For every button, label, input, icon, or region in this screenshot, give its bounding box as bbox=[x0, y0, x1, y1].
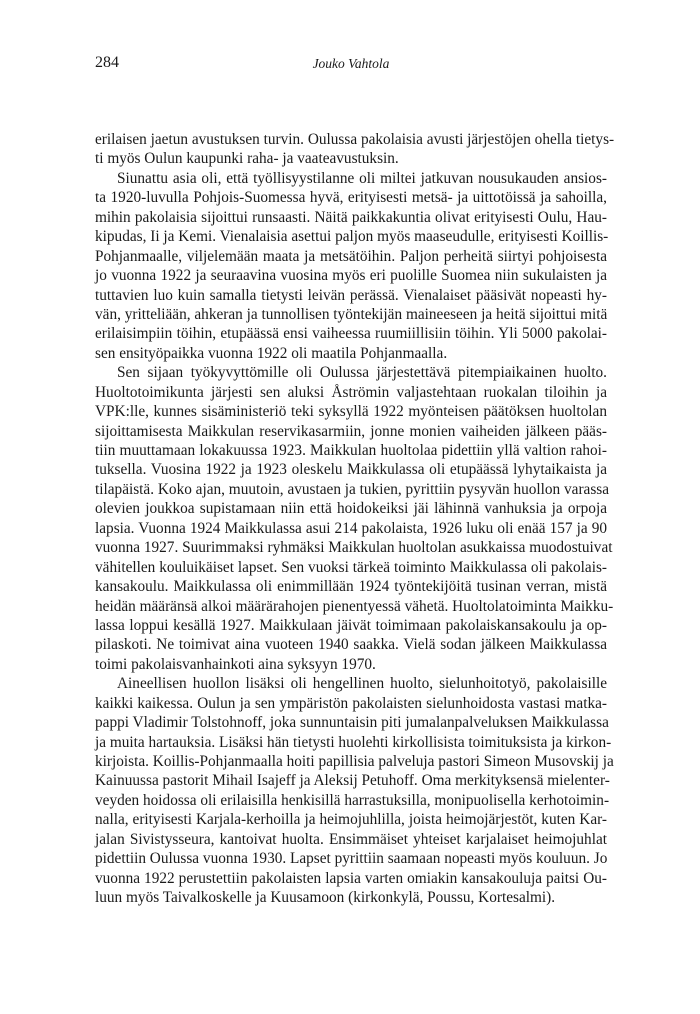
text-line: vähitellen kouluikäiset lapset. Sen vuoksi tärkeä toiminto Maikkulassa oli pakolais- bbox=[95, 558, 607, 576]
text-line: kipudas, Ii ja Kemi. Vienalaisia asettui paljon myös maaseudulle, erityisesti Koillis- bbox=[95, 228, 609, 246]
text-line: vuonna 1927. Suurimmaksi ryhmäksi Maikkulan huoltolan asukkaissa muodostuivat bbox=[95, 539, 613, 557]
page-number: 284 bbox=[95, 54, 119, 71]
text-line: jo vuonna 1922 ja seuraavina vuosina myös eri puolille Suomea niin sukulaisten ja bbox=[95, 267, 607, 285]
paragraph bbox=[95, 169, 607, 363]
paragraph bbox=[95, 130, 615, 169]
text-line: Aineellisen huollon lisäksi oli hengellinen huolto, sielunhoitotyö, pakolaisille bbox=[117, 675, 607, 693]
text-line: luun myös Taivalkoskelle ja Kuusamoon (kirkonkylä, Poussu, Kortesalmi). bbox=[95, 889, 556, 907]
text-line: lassa loppui kesällä 1927. Maikkulaan jäivät toimimaan pakolaiskansakoulu ja op- bbox=[95, 616, 607, 634]
text-line: sen ensityöpaikka vuonna 1922 oli maatila Pohjanmaalla. bbox=[95, 344, 448, 362]
text-line: Siunattu asia oli, että työllisyystilanne oli miltei jatkuvan nousukauden ansios- bbox=[117, 169, 607, 187]
text-line: kansakoulu. Maikkulassa oli enimmillään 1924 työntekijöitä tusinan verran, mistä bbox=[95, 578, 607, 596]
text-line: ja muita hartauksia. Lisäksi hän tietysti huolehti kirkollisista toimituksista ja kirkon- bbox=[95, 733, 612, 751]
text-line: tilapäistä. Koko ajan, muutoin, avustaen ja tukien, pyrittiin pysyvän huollon varassa bbox=[95, 480, 610, 498]
text-line: kaikki kaikessa. Oulun ja sen ympäristön pakolaisten sielunhoidosta vastasi matka- bbox=[95, 694, 607, 712]
text-line: tuttavien luo kuin samalla tietysti leivän perässä. Vienalaiset pääsivät nopeasti hy- bbox=[95, 286, 607, 304]
text-line: pidettiin Oulussa vuonna 1930. Lapset pyrittiin saamaan nopeasti myös kouluun. Jo bbox=[95, 850, 608, 868]
text-line: jalan Sivistysseura, kantoivat huolta. Ensimmäiset yhteiset karjalaiset heimojuhlat bbox=[95, 830, 607, 848]
text-line: olevien joukkoa supistamaan niin että hoidokeiksi jäi lähinnä vanhuksia ja orpoja bbox=[95, 500, 607, 518]
text-line: pappi Vladimir Tolstohnoff, joka sunnuntaisin piti jumalanpalveluksen Maikkulassa bbox=[95, 714, 609, 732]
body-text bbox=[95, 130, 615, 908]
text-line: Kainuussa pastorit Mihail Isajeff ja Aleksij Petuhoff. Oma merkityksensä mielenter- bbox=[95, 772, 610, 790]
text-line: tuksella. Vuosina 1922 ja 1923 oleskelu Maikkulassa oli etupäässä lyhytaikaista ja bbox=[95, 461, 607, 479]
text-line: mihin pakolaisia sijoittui runsaasti. Näitä paikkakuntia olivat erityisesti Oulu, Hau- bbox=[95, 208, 607, 226]
text-line: VPK:lle, kunnes sisäministeriö teki syksyllä 1922 myönteisen päätöksen huoltolan bbox=[95, 403, 607, 421]
text-line: erilaisimpiin töihin, etupäässä ensi vaiheessa ruumiillisiin töihin. Yli 5000 pakolai- bbox=[95, 325, 607, 343]
text-line: vän, yritteliään, ahkeran ja tunnollisen työntekijän maineeseen ja heitä sijoittui mitä bbox=[95, 305, 608, 323]
text-line: erilaisen jaetun avustuksen turvin. Oulussa pakolaisia avusti järjestöjen ohella tietys- bbox=[95, 131, 615, 148]
text-line: nalla, erityisesti Karjala-kerhoilla ja heimojuhlilla, joista heimojärjestöt, kuten Kar- bbox=[95, 811, 607, 829]
running-head: Jouko Vahtola bbox=[312, 56, 390, 71]
page-header bbox=[95, 53, 607, 73]
paragraph bbox=[95, 674, 614, 907]
text-line: ti myös Oulun kaupunki raha- ja vaateavustuksin. bbox=[95, 150, 399, 168]
text-line: pilaskoti. Ne toimivat aina vuoteen 1940 saakka. Vielä sodan jälkeen Maikkulassa bbox=[95, 636, 607, 654]
text-line: sijoittamisesta Maikkulan reservikasarmiin, jonne monien vaiheiden jälkeen pääs- bbox=[95, 422, 607, 440]
text-line: tiin muuttamaan lokakuussa 1923. Maikkulan huoltolaa pidettiin yllä valtion rahoi- bbox=[95, 442, 607, 459]
paragraph bbox=[95, 363, 614, 674]
text-line: Sen sijaan työkyvyttömille oli Oulussa järjestettävä pitempiaikainen huolto. bbox=[117, 364, 607, 382]
text-line: ta 1920-luvulla Pohjois-Suomessa hyvä, erityisesti metsä- ja uittotöissä ja sahoilla, bbox=[95, 189, 607, 207]
text-line: veyden hoidossa oli erilaisilla henkisillä harrastuksilla, monipuolisella kerhotoimin- bbox=[95, 791, 610, 809]
text-line: kirjoista. Koillis-Pohjanmaalla hoiti papillisia palveluja pastori Simeon Musovskij ja bbox=[95, 753, 614, 770]
text-line: Pohjanmaalle, viljelemään maata ja metsätöihin. Paljon perheitä siirtyi pohjoisesta bbox=[95, 247, 607, 265]
text-line: toimi pakolaisvanhainkoti aina syksyyn 1970. bbox=[95, 655, 376, 673]
text-line: lapsia. Vuonna 1924 Maikkulassa asui 214 pakolaista, 1926 luku oli enää 157 ja 90 bbox=[95, 519, 607, 537]
text-line: heidän määränsä alkoi määrärahojen pienentyessä vähetä. Huoltolatoiminta Maikku- bbox=[95, 597, 614, 615]
text-line: Huoltotoimikunta järjesti sen aluksi Åströmin valjastehtaan ruokalan tiloihin ja bbox=[95, 383, 607, 401]
text-line: vuonna 1922 perustettiin pakolaisten lapsia varten omiakin kansakouluja paitsi Ou- bbox=[95, 869, 607, 887]
